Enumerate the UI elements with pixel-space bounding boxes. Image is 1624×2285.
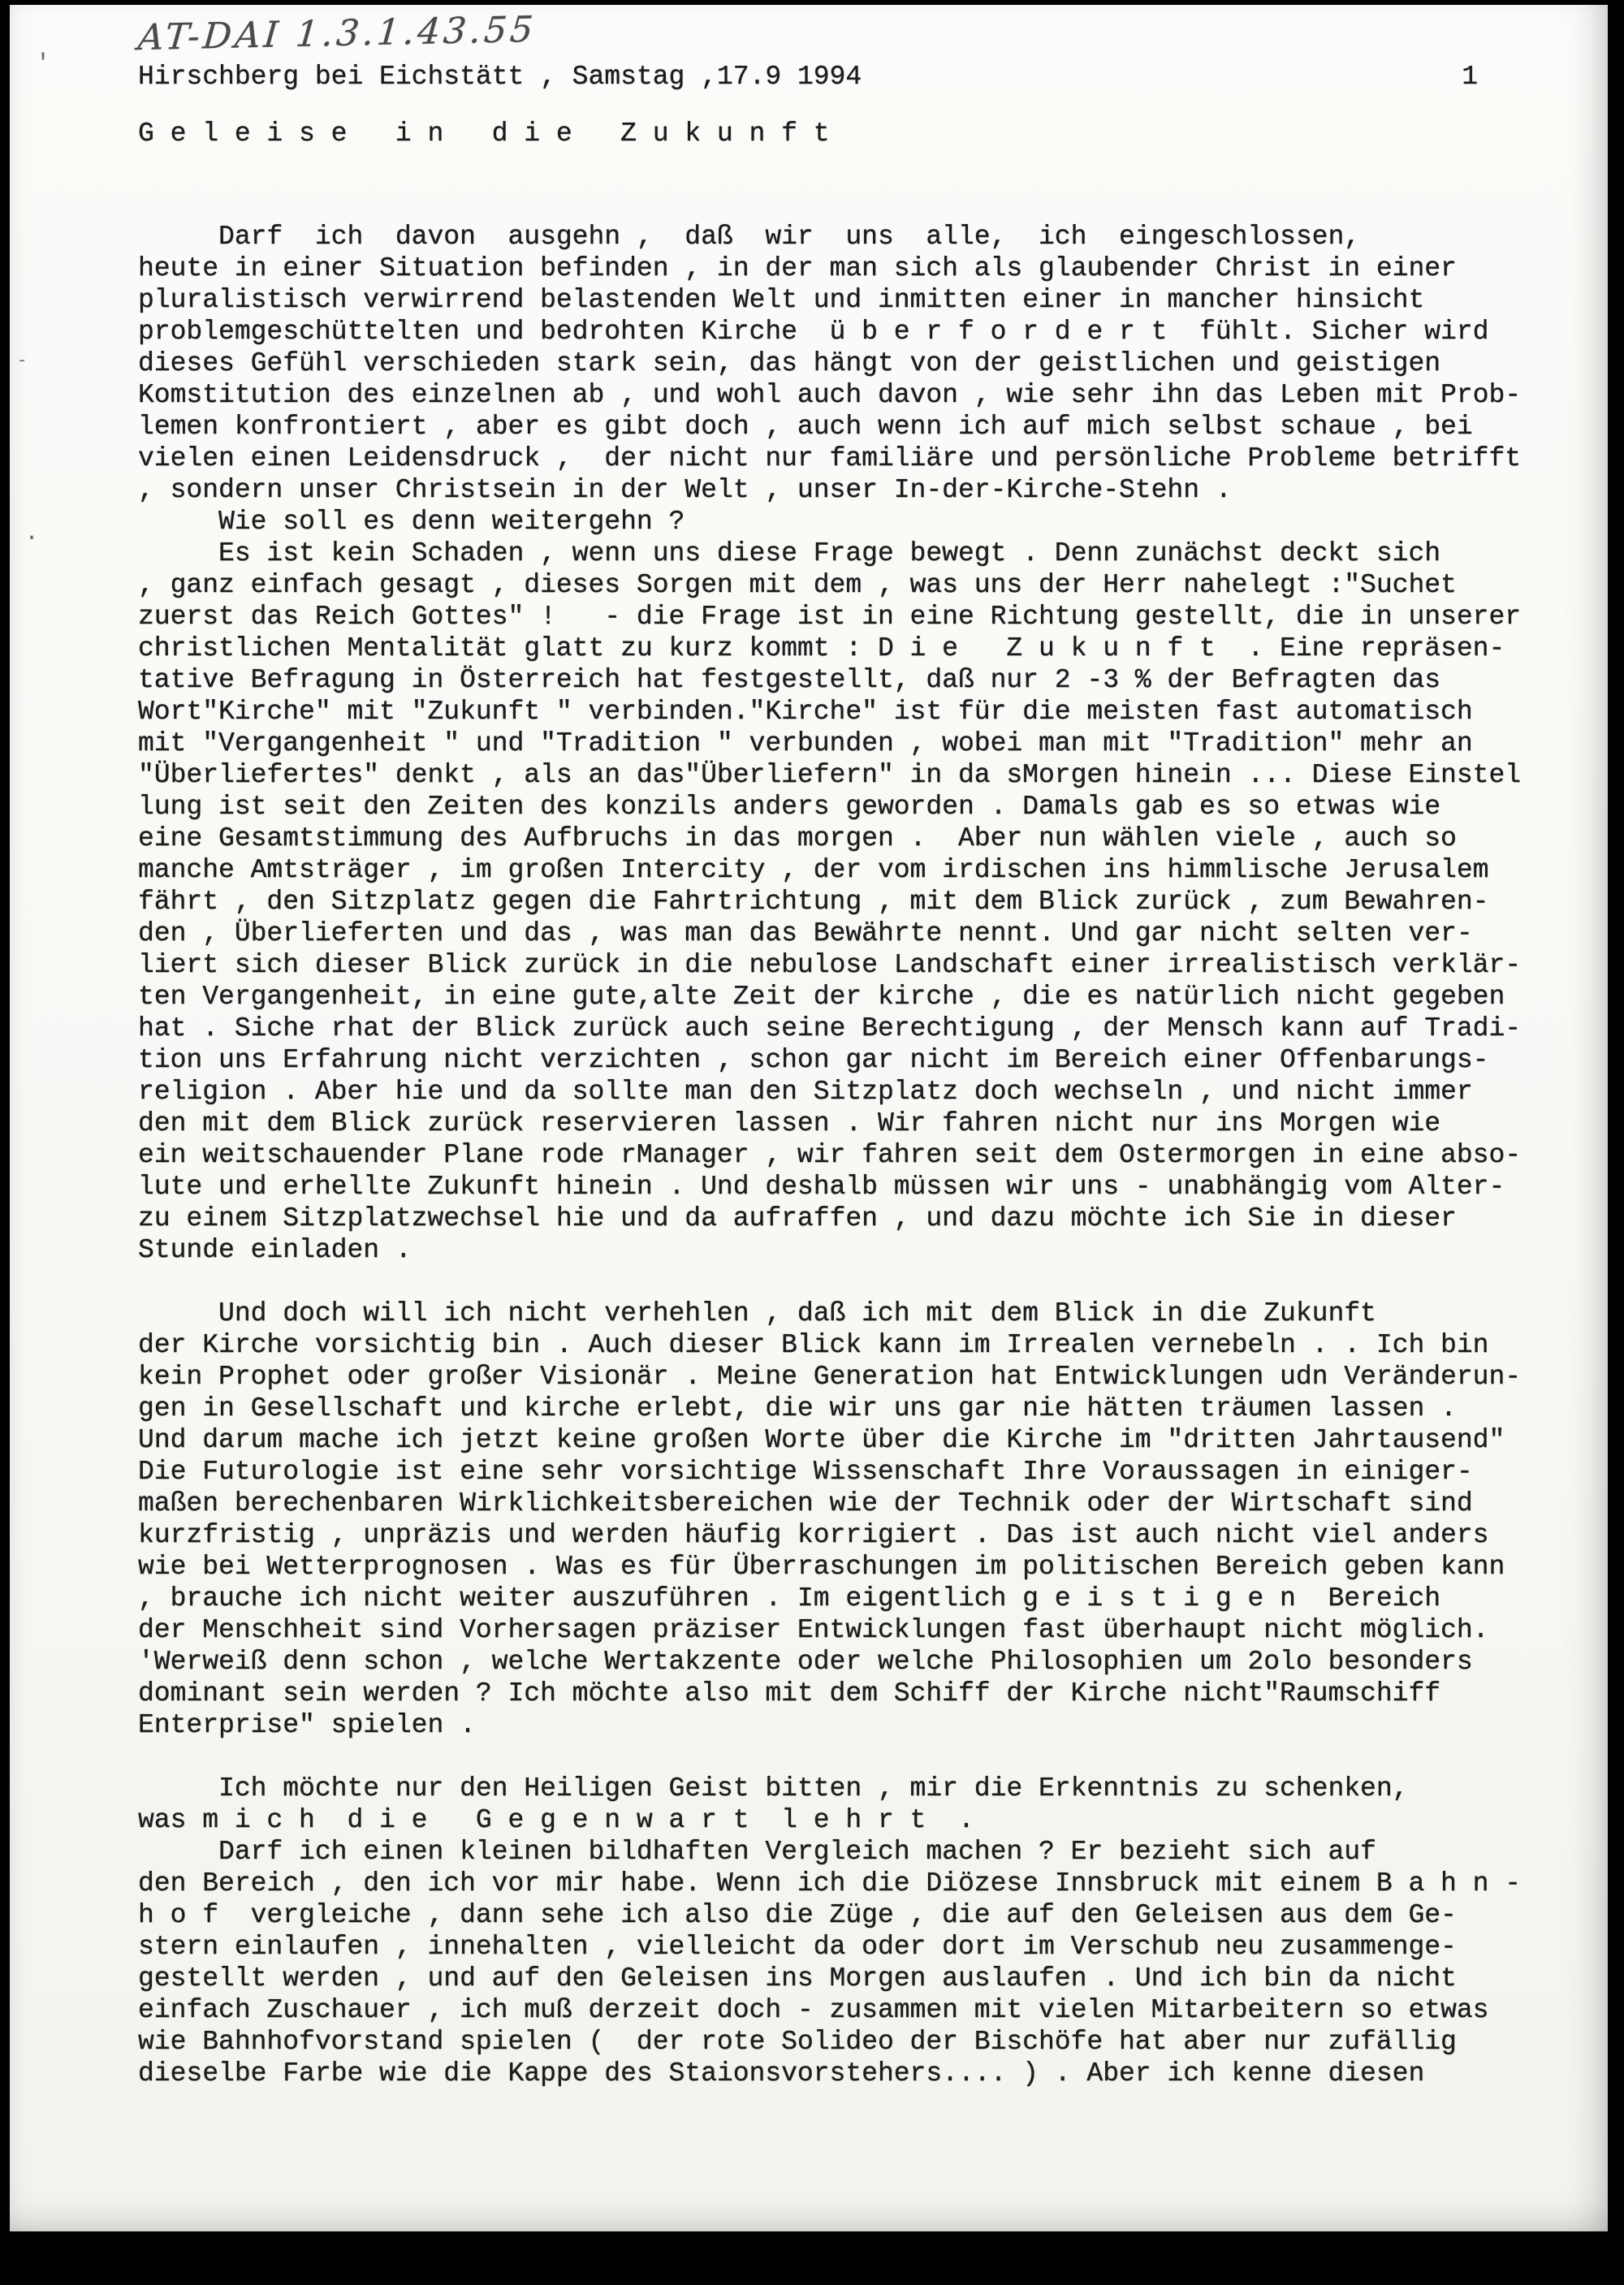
text-line: Enterprise" spielen . (138, 1710, 476, 1740)
text-line: lemen konfrontiert , aber es gibt doch , auch wenn ich auf mich selbst schaue , bei (138, 412, 1473, 442)
text-line: lung ist seit den Zeiten des konzils anders geworden . Damals gab es so etwas wie (138, 792, 1441, 822)
scan-artifact-mark: ' (36, 50, 51, 78)
text-line: Es ist kein Schaden , wenn uns diese Frage bewegt . Denn zunächst deckt sich (138, 538, 1441, 568)
text-line: der Kirche vorsichtig bin . Auch dieser Blick kann im Irrealen vernebeln . . Ich bin (138, 1330, 1489, 1360)
document-body (138, 221, 1592, 2089)
text-line: kurzfristig , unpräzis und werden häufig korrigiert . Das ist auch nicht viel anders (138, 1520, 1489, 1550)
text-line: den mit dem Blick zurück reservieren lassen . Wir fahren nicht nur ins Morgen wie (138, 1108, 1441, 1138)
dateline: Hirschberg bei Eichstätt , Samstag ,17.9 1994 (138, 62, 862, 92)
text-line: dominant sein werden ? Ich möchte also mit dem Schiff der Kirche nicht"Raumschiff (138, 1678, 1441, 1708)
document-title: G e l e i s e i n d i e Z u k u n f t (138, 119, 830, 149)
archive-code-handwritten: AT-DAI 1.3.1.43.55 (136, 8, 538, 59)
text-line: tion uns Erfahrung nicht verzichten , schon gar nicht im Bereich einer Offenbarungs- (138, 1045, 1489, 1075)
text-line: ten Vergangenheit, in eine gute,alte Zeit der kirche , die es natürlich nicht gegeben (138, 982, 1505, 1012)
text-line: stern einlaufen , innehalten , vielleicht da oder dort im Verschub neu zusammenge- (138, 1932, 1457, 1962)
text-line: christlichen Mentalität glatt zu kurz kommt : D i e Z u k u n f t . Eine repräsen- (138, 633, 1505, 663)
text-line: maßen berechenbaren Wirklichkeitsbereichen wie der Technik oder der Wirtschaft sind (138, 1488, 1473, 1518)
text-line: Und darum mache ich jetzt keine großen Worte über die Kirche im "dritten Jahrtausend" (138, 1425, 1505, 1455)
text-line: tative Befragung in Österreich hat festgestellt, daß nur 2 -3 % der Befragten das (138, 665, 1441, 695)
text-line: wie Bahnhofvorstand spielen ( der rote Solideo der Bischöfe hat aber nur zufällig (138, 2027, 1457, 2057)
text-line: "Überliefertes" denkt , als an das"Überliefern" in da sMorgen hinein ... Diese Einstel (138, 760, 1522, 790)
text-line: , brauche ich nicht weiter auszuführen . Im eigentlich g e i s t i g e n Bereich (138, 1583, 1441, 1613)
text-line: religion . Aber hie und da sollte man den Sitzplatz doch wechseln , und nicht immer (138, 1077, 1473, 1107)
text-line: Und doch will ich nicht verhehlen , daß ich mit dem Blick in die Zukunft (138, 1298, 1376, 1328)
paragraph (138, 221, 1592, 1266)
text-line: mit "Vergangenheit " und "Tradition " verbunden , wobei man mit "Tradition" mehr an (138, 728, 1473, 758)
text-line: kein Prophet oder großer Visionär . Meine Generation hat Entwicklungen udn Veränderun- (138, 1362, 1522, 1392)
text-line: problemgeschüttelten und bedrohten Kirche ü b e r f o r d e r t fühlt. Sicher wird (138, 317, 1489, 347)
text-line: den , Überlieferten und das , was man das Bewährte nennt. Und gar nicht selten ver- (138, 918, 1473, 948)
text-line: lute und erhellte Zukunft hinein . Und deshalb müssen wir uns - unabhängig vom Alter- (138, 1172, 1505, 1202)
text-line: fährt , den Sitzplatz gegen die Fahrtrichtung , mit dem Blick zurück , zum Bewahren- (138, 887, 1489, 917)
text-line: , sondern unser Christsein in der Welt , unser In-der-Kirche-Stehn . (138, 475, 1232, 505)
text-line: Darf ich einen kleinen bildhaften Vergleich machen ? Er bezieht sich auf (138, 1837, 1376, 1867)
text-line: Ich möchte nur den Heiligen Geist bitten , mir die Erkenntnis zu schenken, (138, 1773, 1409, 1803)
text-line: was m i c h d i e G e g e n w a r t l e h r t . (138, 1805, 974, 1835)
text-line: ein weitschauender Plane rode rManager , wir fahren seit dem Ostermorgen in eine abso- (138, 1140, 1522, 1170)
text-line: eine Gesamtstimmung des Aufbruchs in das morgen . Aber nun wählen viele , auch so (138, 823, 1457, 853)
text-line: Wort"Kirche" mit "Zukunft " verbinden."Kirche" ist für die meisten fast automatisch (138, 697, 1473, 727)
text-line: zu einem Sitzplatzwechsel hie und da aufraffen , und dazu möchte ich Sie in dieser (138, 1203, 1457, 1233)
text-line: gen in Gesellschaft und kirche erlebt, die wir uns gar nie hätten träumen lassen . (138, 1393, 1457, 1423)
text-line: der Menschheit sind Vorhersagen präziser Entwicklungen fast überhaupt nicht möglich. (138, 1615, 1489, 1645)
text-line: einfach Zuschauer , ich muß derzeit doch - zusammen mit vielen Mitarbeitern so etwas (138, 1995, 1489, 2025)
text-line: vielen einen Leidensdruck , der nicht nur familiäre und persönliche Probleme betrifft (138, 443, 1522, 473)
scan-artifact-mark: - (16, 352, 28, 371)
text-line: pluralistisch verwirrend belastenden Welt und inmitten einer in mancher hinsicht (138, 285, 1425, 315)
text-line: Stunde einladen . (138, 1235, 412, 1265)
text-line: gestellt werden , und auf den Geleisen ins Morgen auslaufen . Und ich bin da nicht (138, 1963, 1457, 1993)
text-line: h o f vergleiche , dann sehe ich also die Züge , die auf den Geleisen aus dem Ge- (138, 1900, 1457, 1930)
text-line: manche Amtsträger , im großen Intercity , der vom irdischen ins himmlische Jerusalem (138, 855, 1489, 885)
text-line: zuerst das Reich Gottes" ! - die Frage ist in eine Richtung gestellt, die in unserer (138, 602, 1522, 632)
paragraph (138, 1298, 1592, 1741)
text-line: wie bei Wetterprognosen . Was es für Überraschungen im politischen Bereich geben kann (138, 1552, 1505, 1582)
paragraph (138, 1773, 1592, 2089)
text-line: Wie soll es denn weitergehn ? (138, 507, 685, 537)
text-line: Darf ich davon ausgehn , daß wir uns alle, ich eingeschlossen, (138, 222, 1361, 252)
page-number: 1 (1462, 62, 1478, 92)
text-line: liert sich dieser Blick zurück in die nebulose Landschaft einer irrealistisch verklär- (138, 950, 1522, 980)
text-line: den Bereich , den ich vor mir habe. Wenn ich die Diözese Innsbruck mit einem B a h n - (138, 1868, 1522, 1898)
page-header (138, 62, 1478, 92)
scanned-page (10, 5, 1608, 2231)
text-line: dieselbe Farbe wie die Kappe des Staionsvorstehers.... ) . Aber ich kenne diesen (138, 2058, 1425, 2088)
text-line: , ganz einfach gesagt , dieses Sorgen mit dem , was uns der Herr nahelegt :"Suchet (138, 570, 1457, 600)
text-line: Die Futurologie ist eine sehr vorsichtige Wissenschaft Ihre Voraussagen in einiger- (138, 1457, 1473, 1487)
text-line: dieses Gefühl verschieden stark sein, das hängt von der geistlichen und geistigen (138, 348, 1441, 378)
scan-artifact-mark: . (24, 520, 40, 547)
text-line: hat . Siche rhat der Blick zurück auch seine Berechtigung , der Mensch kann auf Tradi- (138, 1013, 1522, 1043)
text-line: Komstitution des einzelnen ab , und wohl auch davon , wie sehr ihn das Leben mit Prob- (138, 380, 1522, 410)
text-line: heute in einer Situation befinden , in der man sich als glaubender Christ in einer (138, 253, 1457, 283)
text-line: 'Werweiß denn schon , welche Wertakzente oder welche Philosophien um 2olo besonders (138, 1647, 1473, 1677)
